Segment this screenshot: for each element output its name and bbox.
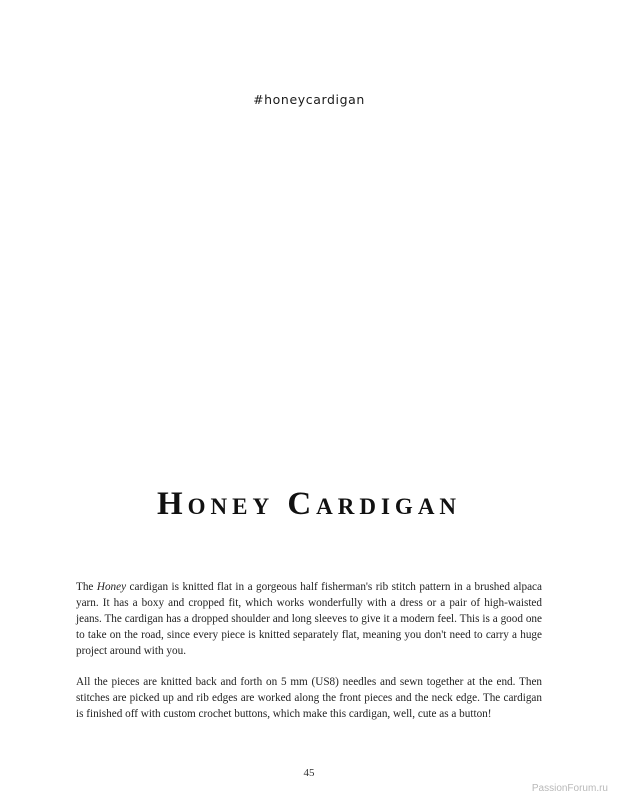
- intro-lead: The: [76, 581, 97, 593]
- construction-paragraph: All the pieces are knitted back and forth on 5 mm (US8) needles and sewn together at the end. Then stitches are picked up and rib edges are worked along the front pieces and the neck edge. The cardigan is finished off with custom crochet buttons, which make this cardigan, well, cute as a button!: [76, 676, 542, 720]
- intro-emphasis: Honey: [96, 581, 127, 593]
- hashtag-header: #honeycardigan: [253, 92, 365, 107]
- intro-rest: cardigan is knitted flat in a gorgeous half fisherman's rib stitch pattern in a brushed alpaca yarn. It has a boxy and cropped fit, which works wonderfully with a dress or a pair of high-waisted jeans. The cardigan has a dropped shoulder and long sleeves to give it a modern feel. This is a good one to take on the road, since every piece is knitted separately flat, meaning you don't need to carry a huge project around with you.: [76, 581, 542, 657]
- page-number: 45: [303, 767, 315, 779]
- intro-paragraph: [76, 579, 542, 659]
- body-text: [76, 579, 542, 737]
- watermark: PassionForum.ru: [531, 783, 608, 794]
- page-title: Honey Cardigan: [156, 486, 462, 522]
